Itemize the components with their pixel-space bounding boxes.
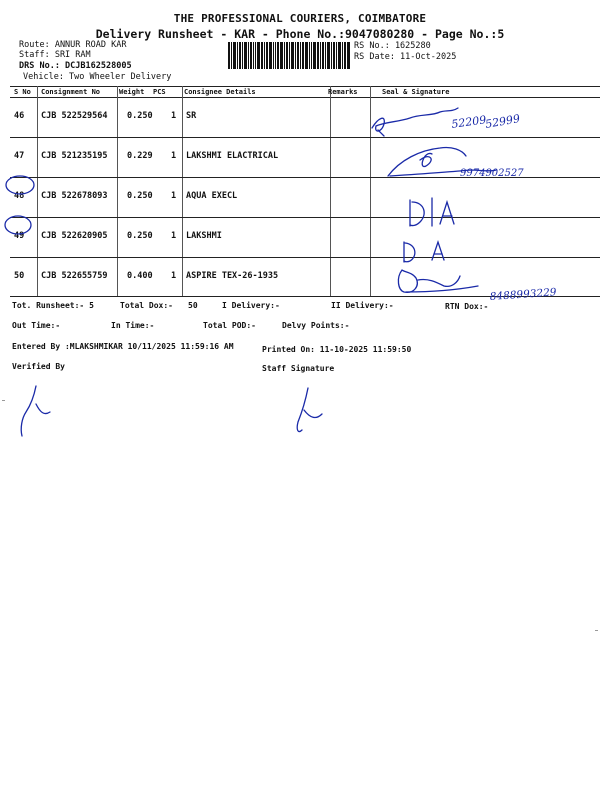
row-consignee: AQUA EXECL [186,191,238,201]
col-header-consignment: Consignment No [41,88,101,96]
table-row [10,97,600,137]
col-header-sno: S No [14,88,31,96]
row-consignee: SR [186,111,197,121]
row-sno: 46 [14,111,25,121]
verified-signature [21,386,36,436]
total-pod: Total POD:- [203,321,256,330]
col-header-consignee: Consignee Details [184,88,256,96]
rs-date: RS Date: 11-Oct-2025 [354,52,457,62]
scan-mark [2,400,5,401]
row-consignee: LAKSHMI ELACTRICAL [186,151,279,161]
row-consignee: ASPIRE TEX-26-1935 [186,271,279,281]
table-row [10,257,600,297]
ii-delivery: II Delivery:- [331,301,394,310]
row-consignment: CJB 522655759 [41,271,108,281]
handwritten-row47-phone: 9974902527 [460,168,524,179]
col-header-remarks: Remarks [328,88,358,96]
col-header-pcs: PCS [153,88,166,96]
rtn-dox: RTN Dox:- [445,302,489,311]
verified-by-label: Verified By [12,362,65,371]
row-sno: 49 [14,231,25,241]
vehicle-label: Vehicle: Two Wheeler Delivery [23,72,172,82]
total-dox-value: 50 [188,301,198,310]
row-consignment: CJB 521235195 [41,151,108,161]
row-pcs: 1 [171,191,177,201]
table-row [10,177,600,217]
row-weight: 0.400 [127,271,153,281]
route-label: Route: ANNUR ROAD KAR [19,40,127,50]
staff-label: Staff: SRI RAM [19,50,91,60]
table-top-border [10,86,600,87]
handwritten-row46-number2: 52999 [484,112,521,131]
runsheet-table [10,86,600,297]
scan-mark [595,630,598,631]
barcode-image [228,42,350,69]
company-title: THE PROFESSIONAL COURIERS, COIMBATORE [173,12,427,25]
rs-number: RS No.: 1625280 [354,41,431,51]
table-bottom-border [10,296,600,297]
row-consignee: LAKSHMI [186,231,222,241]
row-weight: 0.250 [127,111,153,121]
handwritten-row50-phone: 8488993229 [489,286,557,303]
runsheet-title: Delivery Runsheet - KAR - Phone No.:9047080280 - Page No.:5 [95,27,505,41]
col-header-seal: Seal & Signature [382,88,450,96]
i-delivery: I Delivery:- [222,301,280,310]
entered-by: Entered By :MLAKSHMIKAR 10/11/2025 11:59:16 AM [12,342,234,351]
tot-runsheet: Tot. Runsheet:- 5 [12,301,94,310]
staff-signature-label: Staff Signature [262,364,335,373]
delvy-points: Delvy Points:- [282,321,350,330]
drs-number: DRS No.: DCJB162528005 [19,61,132,71]
out-time: Out Time:- [12,321,61,330]
row-consignment: CJB 522678093 [41,191,108,201]
row-pcs: 1 [171,111,177,121]
in-time: In Time:- [111,321,155,330]
handwritten-row46-number: 52209 [450,113,488,131]
row-pcs: 1 [171,271,177,281]
table-row [10,137,600,177]
row-consignment: CJB 522620905 [41,231,108,241]
col-header-weight: Weight [119,88,145,96]
row-pcs: 1 [171,231,177,241]
staff-handwritten-signature [297,388,308,432]
row-weight: 0.250 [127,191,153,201]
printed-on: Printed On: 11-10-2025 11:59:50 [262,345,412,354]
row-weight: 0.250 [127,231,153,241]
row-sno: 47 [14,151,25,161]
row-weight: 0.229 [127,151,153,161]
row-consignment: CJB 522529564 [41,111,108,121]
table-row [10,217,600,257]
row-sno: 48 [14,191,25,201]
row-pcs: 1 [171,151,177,161]
total-dox-label: Total Dox:- [120,301,173,310]
row-sno: 50 [14,271,25,281]
